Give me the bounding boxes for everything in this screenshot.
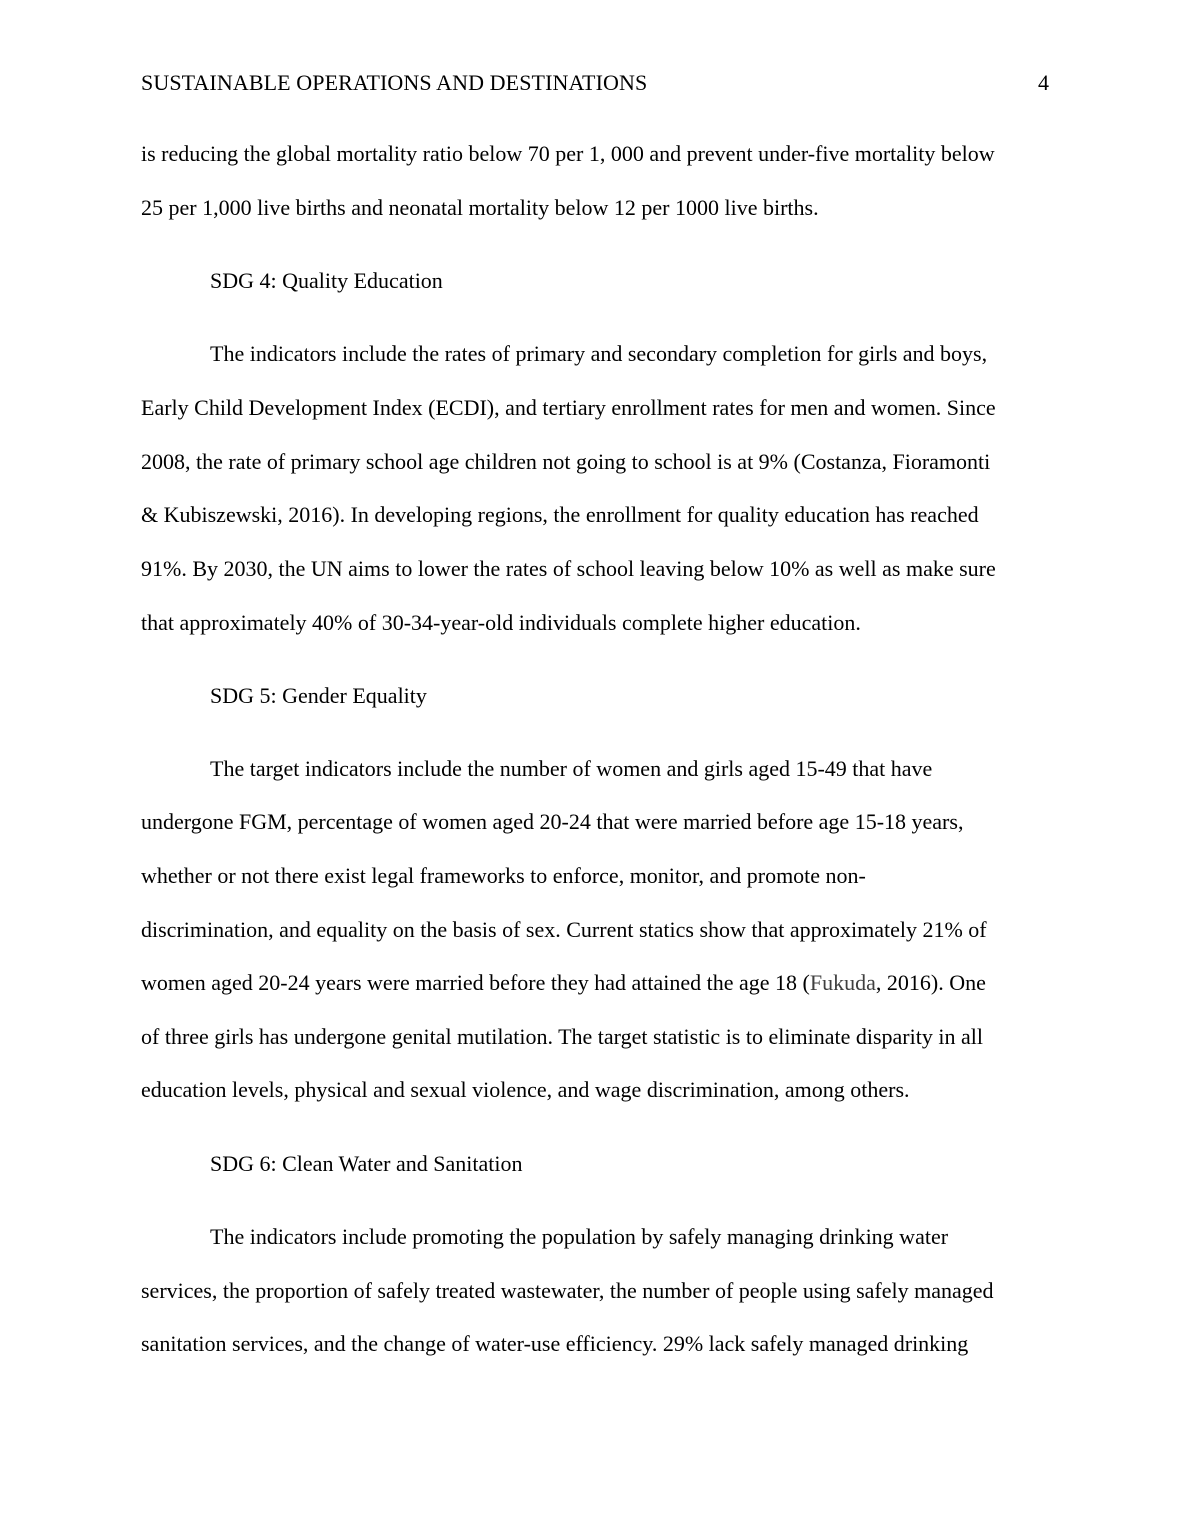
body-line: 25 per 1,000 live births and neonatal mortality below 12 per 1000 live births. xyxy=(141,195,819,220)
page-number: 4 xyxy=(1038,70,1049,95)
body-line: education levels, physical and sexual violence, and wage discrimination, among others. xyxy=(141,1077,910,1102)
body-line: & Kubiszewski, 2016). In developing regions, the enrollment for quality education has reached xyxy=(141,502,979,527)
body-line: is reducing the global mortality ratio below 70 per 1, 000 and prevent under-five mortality below xyxy=(141,141,995,166)
body-line: Early Child Development Index (ECDI), and tertiary enrollment rates for men and women. Since xyxy=(141,395,996,420)
body-line: 91%. By 2030, the UN aims to lower the rates of school leaving below 10% as well as make sure xyxy=(141,556,996,581)
body-line: The indicators include the rates of primary and secondary completion for girls and boys, xyxy=(210,341,988,366)
section-heading-sdg5: SDG 5: Gender Equality xyxy=(210,683,427,708)
body-line xyxy=(141,968,986,998)
body-line: of three girls has undergone genital mutilation. The target statistic is to eliminate disparity in all xyxy=(141,1024,983,1049)
body-text: women aged 20-24 years were married before they had attained the age 18 ( xyxy=(141,970,810,995)
body-line: undergone FGM, percentage of women aged 20-24 that were married before age 15-18 years, xyxy=(141,809,964,834)
body-text: , 2016). One xyxy=(875,970,986,995)
body-line: whether or not there exist legal frameworks to enforce, monitor, and promote non- xyxy=(141,863,866,888)
section-heading-sdg4: SDG 4: Quality Education xyxy=(210,268,443,293)
body-line: 2008, the rate of primary school age children not going to school is at 9% (Costanza, Fioramonti xyxy=(141,449,991,474)
body-line: The indicators include promoting the population by safely managing drinking water xyxy=(210,1224,949,1249)
section-heading-sdg6: SDG 6: Clean Water and Sanitation xyxy=(210,1151,523,1176)
body-line: sanitation services, and the change of water-use efficiency. 29% lack safely managed drinking xyxy=(141,1331,969,1356)
citation-author: Fukuda xyxy=(809,970,876,995)
running-head: SUSTAINABLE OPERATIONS AND DESTINATIONS xyxy=(141,70,648,95)
body-line: discrimination, and equality on the basis of sex. Current statics show that approximately 21% of xyxy=(141,917,987,942)
body-line: that approximately 40% of 30-34-year-old individuals complete higher education. xyxy=(141,610,861,635)
body-line: The target indicators include the number of women and girls aged 15-49 that have xyxy=(210,756,933,781)
body-line: services, the proportion of safely treated wastewater, the number of people using safely managed xyxy=(141,1278,994,1303)
